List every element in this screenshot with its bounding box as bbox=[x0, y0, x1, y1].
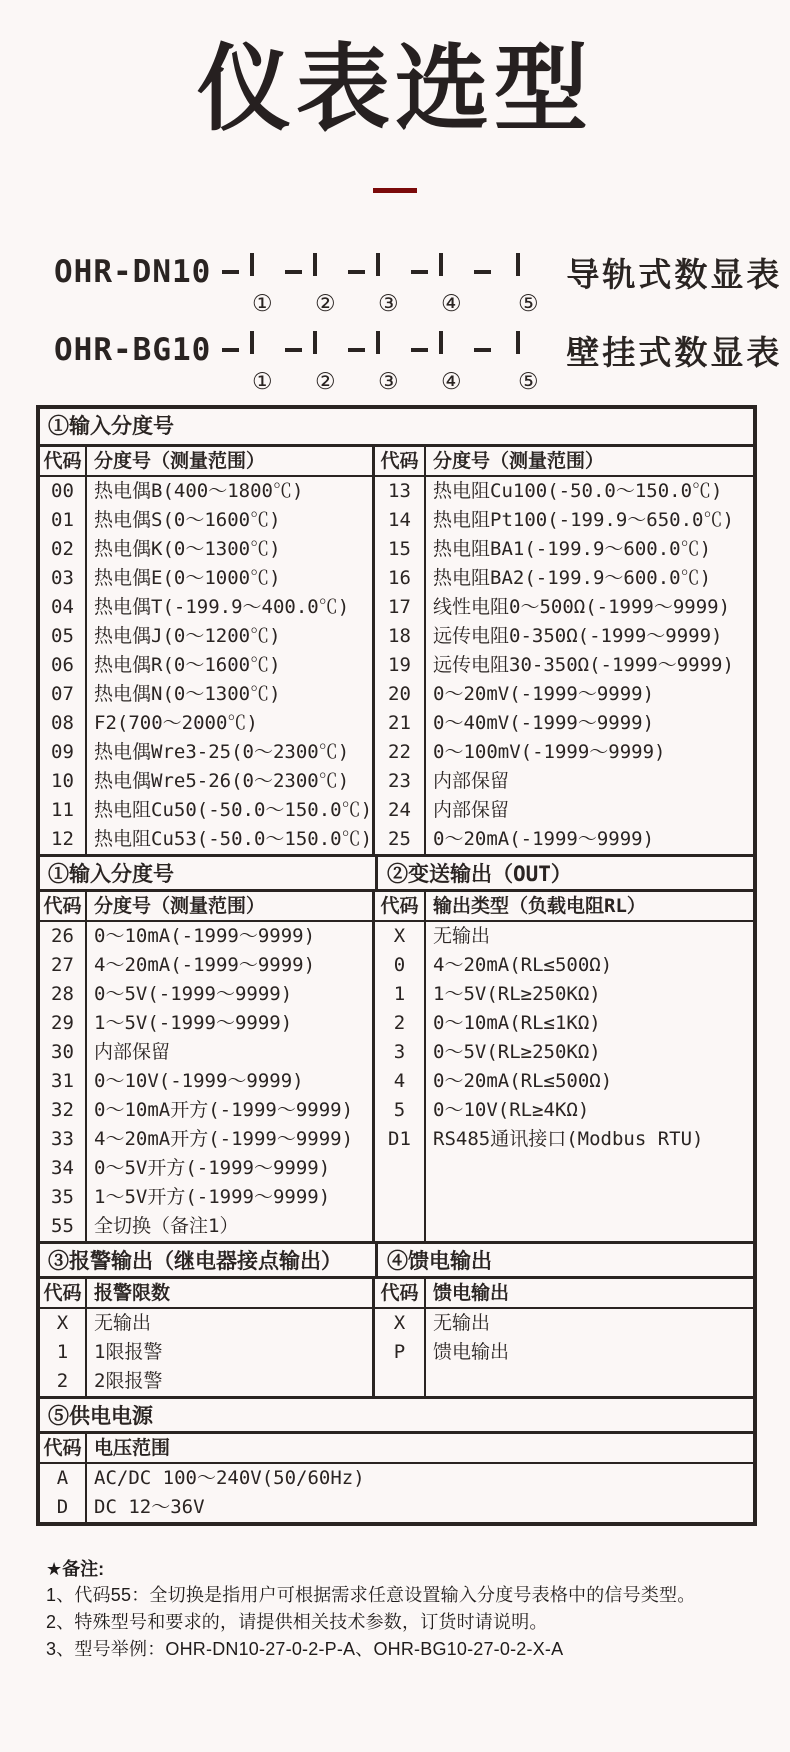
slot-position-number: ⑤ bbox=[518, 369, 539, 395]
desc-cell: 全切换（备注1） bbox=[87, 1212, 375, 1241]
code-cell: 13 bbox=[375, 477, 426, 506]
dash-separator bbox=[348, 348, 365, 352]
desc-cell: 1～5V(-1999～9999) bbox=[87, 1009, 375, 1038]
desc-cell: 热电偶J(0～1200℃) bbox=[87, 622, 375, 651]
desc-cell: 0～40mV(-1999～9999) bbox=[433, 712, 655, 734]
desc-cell: 内部保留 bbox=[433, 770, 510, 792]
code-cell: 19 bbox=[375, 651, 426, 680]
desc-cell: 0～100mV(-1999～9999) bbox=[433, 741, 666, 763]
desc-cell bbox=[426, 1183, 753, 1212]
model-slots bbox=[250, 333, 540, 395]
code-cell: 1 bbox=[40, 1338, 87, 1367]
code-cell: 55 bbox=[40, 1212, 87, 1241]
table-row bbox=[40, 651, 753, 680]
desc-cell: 无输出 bbox=[87, 1309, 375, 1338]
table-row bbox=[40, 1067, 753, 1096]
slot-position-number: ③ bbox=[378, 369, 399, 395]
notes-title: ★备注: bbox=[46, 1559, 105, 1579]
code-cell: 24 bbox=[375, 796, 426, 825]
code-cell: 21 bbox=[375, 709, 426, 738]
code-cell: 25 bbox=[375, 825, 426, 854]
code-cell: 02 bbox=[40, 535, 87, 564]
code-cell: 28 bbox=[40, 980, 87, 1009]
code-cell: 06 bbox=[40, 651, 87, 680]
desc-cell: 0～5V开方(-1999～9999) bbox=[87, 1154, 375, 1183]
page-title: 仪表选型 bbox=[196, 36, 593, 141]
model-slot bbox=[516, 333, 540, 395]
desc-cell: F2(700～2000℃) bbox=[87, 709, 375, 738]
model-slot-box bbox=[439, 331, 443, 354]
code-cell: 27 bbox=[40, 951, 87, 980]
desc-cell: 热电偶Wre5-26(0～2300℃) bbox=[87, 767, 375, 796]
desc-cell: 0～10V(RL≥4KΩ) bbox=[433, 1099, 590, 1121]
desc-cell: RS485通讯接口(Modbus RTU) bbox=[433, 1128, 704, 1150]
desc-cell: 远传电阻0-350Ω(-1999～9999) bbox=[433, 625, 723, 647]
desc-cell: 4～20mA开方(-1999～9999) bbox=[87, 1125, 375, 1154]
table-row bbox=[40, 767, 753, 796]
desc-cell: 0～20mA(-1999～9999) bbox=[433, 828, 655, 850]
title-accent-dash bbox=[373, 188, 417, 193]
desc-cell: 热电阻Cu53(-50.0～150.0℃) bbox=[87, 825, 375, 854]
table-row bbox=[40, 1212, 753, 1241]
desc-cell: 2限报警 bbox=[87, 1367, 375, 1396]
model-type-label: 导轨式数显表 bbox=[566, 254, 783, 294]
desc-cell: 热电偶N(0～1300℃) bbox=[87, 680, 375, 709]
table-row bbox=[40, 1309, 753, 1338]
slot-position-number: ② bbox=[315, 369, 336, 395]
code-cell: D1 bbox=[375, 1125, 426, 1154]
column-header: 代码 bbox=[375, 447, 426, 475]
model-slot-box bbox=[313, 253, 317, 276]
code-cell: 10 bbox=[40, 767, 87, 796]
table-row bbox=[40, 535, 753, 564]
table-row bbox=[40, 1183, 753, 1212]
section-title: ⑤供电电源 bbox=[48, 1404, 153, 1428]
table-row bbox=[40, 709, 753, 738]
model-slot bbox=[439, 255, 463, 317]
column-header: 代码 bbox=[40, 447, 87, 475]
code-cell: 22 bbox=[375, 738, 426, 767]
table-row bbox=[40, 980, 753, 1009]
table-row bbox=[40, 1367, 753, 1396]
code-cell: 5 bbox=[375, 1096, 426, 1125]
code-cell: D bbox=[40, 1493, 87, 1522]
code-cell bbox=[375, 1183, 426, 1212]
desc-cell: 热电偶B(400～1800℃) bbox=[87, 477, 375, 506]
code-cell: X bbox=[40, 1309, 87, 1338]
desc-cell: 1限报警 bbox=[87, 1338, 375, 1367]
model-slot bbox=[313, 333, 337, 395]
dash-separator bbox=[222, 348, 239, 352]
table-row bbox=[40, 951, 753, 980]
desc-cell bbox=[426, 1367, 753, 1396]
model-slots bbox=[250, 255, 540, 317]
column-header-row bbox=[40, 892, 753, 922]
code-cell: 18 bbox=[375, 622, 426, 651]
section-title: ①输入分度号 bbox=[48, 414, 174, 438]
desc-cell: 0～20mV(-1999～9999) bbox=[433, 683, 655, 705]
column-header: 分度号（测量范围） bbox=[87, 447, 375, 475]
table-row bbox=[40, 564, 753, 593]
desc-cell: 0～10V(-1999～9999) bbox=[87, 1067, 375, 1096]
column-header: 代码 bbox=[40, 892, 87, 920]
model-slot-box bbox=[250, 253, 254, 276]
model-type-label: 壁挂式数显表 bbox=[566, 332, 783, 372]
dash-separator bbox=[474, 270, 491, 274]
column-header-row bbox=[40, 447, 753, 477]
code-cell: 08 bbox=[40, 709, 87, 738]
page bbox=[0, 36, 790, 1752]
section-title-bar bbox=[40, 1396, 753, 1434]
desc-cell: 4～20mA(-1999～9999) bbox=[87, 951, 375, 980]
model-slot-box bbox=[516, 253, 520, 276]
slot-position-number: ① bbox=[252, 369, 273, 395]
slot-position-number: ⑤ bbox=[518, 291, 539, 317]
code-cell: 01 bbox=[40, 506, 87, 535]
code-cell: 29 bbox=[40, 1009, 87, 1038]
dash-separator bbox=[348, 270, 365, 274]
dash-separator bbox=[222, 270, 239, 274]
code-cell: 32 bbox=[40, 1096, 87, 1125]
table-row bbox=[40, 622, 753, 651]
code-cell bbox=[375, 1367, 426, 1396]
table-row bbox=[40, 1493, 753, 1522]
model-slot bbox=[439, 333, 463, 395]
table-row bbox=[40, 1338, 753, 1367]
desc-cell: DC 12～36V bbox=[94, 1496, 205, 1518]
desc-cell: 0～20mA(RL≤500Ω) bbox=[433, 1070, 613, 1092]
code-cell: 07 bbox=[40, 680, 87, 709]
desc-cell: 热电偶R(0～1600℃) bbox=[87, 651, 375, 680]
column-header-row bbox=[40, 1434, 753, 1464]
model-slot-box bbox=[250, 331, 254, 354]
code-cell: 1 bbox=[375, 980, 426, 1009]
model-slot-box bbox=[376, 253, 380, 276]
slot-position-number: ④ bbox=[441, 369, 462, 395]
slot-position-number: ① bbox=[252, 291, 273, 317]
table-row bbox=[40, 1038, 753, 1067]
code-cell: 26 bbox=[40, 922, 87, 951]
code-cell: 04 bbox=[40, 593, 87, 622]
desc-cell: 热电偶T(-199.9～400.0℃) bbox=[87, 593, 375, 622]
section-title: ④馈电输出 bbox=[387, 1249, 492, 1273]
code-cell: 05 bbox=[40, 622, 87, 651]
desc-cell: 热电阻Cu50(-50.0～150.0℃) bbox=[87, 796, 375, 825]
model-slot bbox=[313, 255, 337, 317]
code-cell: 12 bbox=[40, 825, 87, 854]
column-header: 分度号（测量范围） bbox=[433, 450, 605, 472]
model-line-dn10 bbox=[54, 243, 790, 317]
table-row bbox=[40, 922, 753, 951]
column-header: 馈电输出 bbox=[433, 1282, 510, 1304]
code-cell: X bbox=[375, 1309, 426, 1338]
section-title-bar bbox=[40, 1241, 753, 1279]
model-prefix: OHR-BG10 bbox=[54, 332, 212, 368]
dash-separator bbox=[411, 270, 428, 274]
dash-separator bbox=[411, 348, 428, 352]
model-prefix: OHR-DN10 bbox=[54, 254, 212, 290]
column-header: 报警限数 bbox=[87, 1279, 375, 1307]
desc-cell: 0～5V(RL≥250KΩ) bbox=[433, 1041, 601, 1063]
code-cell: 23 bbox=[375, 767, 426, 796]
desc-cell: 热电偶Wre3-25(0～2300℃) bbox=[87, 738, 375, 767]
desc-cell: 0～10mA(-1999～9999) bbox=[87, 922, 375, 951]
note-item: 2、特殊型号和要求的，请提供相关技术参数，订货时请说明。 bbox=[46, 1612, 548, 1632]
desc-cell: 内部保留 bbox=[87, 1038, 375, 1067]
column-header-row bbox=[40, 1279, 753, 1309]
desc-cell: 1～5V(RL≥250KΩ) bbox=[433, 983, 601, 1005]
desc-cell: 热电阻BA1(-199.9～600.0℃) bbox=[433, 538, 712, 560]
note-item: 3、型号举例：OHR-DN10-27-0-2-P-A、OHR-BG10-27-0-2-X-A bbox=[46, 1639, 564, 1659]
model-slot bbox=[516, 255, 540, 317]
desc-cell bbox=[426, 1154, 753, 1183]
code-cell: 20 bbox=[375, 680, 426, 709]
model-slot-box bbox=[516, 331, 520, 354]
desc-cell: 0～5V(-1999～9999) bbox=[87, 980, 375, 1009]
desc-cell: 内部保留 bbox=[433, 799, 510, 821]
desc-cell: 热电阻Pt100(-199.9～650.0℃) bbox=[433, 509, 734, 531]
code-cell: 30 bbox=[40, 1038, 87, 1067]
code-cell: 2 bbox=[40, 1367, 87, 1396]
note-item: 1、代码55：全切换是指用户可根据需求任意设置输入分度号表格中的信号类型。 bbox=[46, 1585, 696, 1605]
model-line-bg10 bbox=[54, 321, 790, 395]
code-cell: 31 bbox=[40, 1067, 87, 1096]
section-title-bar bbox=[40, 854, 753, 892]
code-cell: A bbox=[40, 1464, 87, 1493]
column-header: 代码 bbox=[375, 1279, 426, 1307]
model-slot bbox=[250, 333, 274, 395]
code-cell bbox=[375, 1212, 426, 1241]
desc-cell: 热电偶E(0～1000℃) bbox=[87, 564, 375, 593]
code-cell: 03 bbox=[40, 564, 87, 593]
slot-position-number: ④ bbox=[441, 291, 462, 317]
code-cell: 15 bbox=[375, 535, 426, 564]
model-slot bbox=[376, 333, 400, 395]
column-header: 代码 bbox=[40, 1434, 87, 1462]
code-cell: 34 bbox=[40, 1154, 87, 1183]
table-row bbox=[40, 593, 753, 622]
desc-cell: 1～5V开方(-1999～9999) bbox=[87, 1183, 375, 1212]
code-cell bbox=[375, 1154, 426, 1183]
model-slot bbox=[250, 255, 274, 317]
code-cell: 17 bbox=[375, 593, 426, 622]
desc-cell: 无输出 bbox=[433, 1312, 491, 1334]
table-row bbox=[40, 506, 753, 535]
code-cell: 33 bbox=[40, 1125, 87, 1154]
section-title: ②变送输出（OUT） bbox=[387, 862, 572, 886]
dash-separator bbox=[285, 348, 302, 352]
table-row bbox=[40, 1009, 753, 1038]
table-row bbox=[40, 825, 753, 854]
model-slot-box bbox=[376, 331, 380, 354]
dash-separator bbox=[474, 348, 491, 352]
desc-cell: 4～20mA(RL≤500Ω) bbox=[433, 954, 613, 976]
table-row bbox=[40, 1096, 753, 1125]
table-row bbox=[40, 796, 753, 825]
column-header: 分度号（测量范围） bbox=[87, 892, 375, 920]
desc-cell: 热电偶S(0～1600℃) bbox=[87, 506, 375, 535]
model-slot-box bbox=[313, 331, 317, 354]
code-cell: 16 bbox=[375, 564, 426, 593]
table-row bbox=[40, 1464, 753, 1493]
section-title: ①输入分度号 bbox=[40, 857, 378, 889]
code-cell: 09 bbox=[40, 738, 87, 767]
column-header: 电压范围 bbox=[94, 1437, 171, 1459]
desc-cell: 线性电阻0～500Ω(-1999～9999) bbox=[433, 596, 731, 618]
code-cell: 00 bbox=[40, 477, 87, 506]
desc-cell: 0～10mA(RL≤1KΩ) bbox=[433, 1012, 601, 1034]
desc-cell: 0～10mA开方(-1999～9999) bbox=[87, 1096, 375, 1125]
section-title-bar bbox=[40, 409, 753, 447]
code-cell: 11 bbox=[40, 796, 87, 825]
code-cell: 14 bbox=[375, 506, 426, 535]
model-slot-box bbox=[439, 253, 443, 276]
table-row bbox=[40, 738, 753, 767]
slot-position-number: ② bbox=[315, 291, 336, 317]
model-code-diagrams bbox=[0, 243, 790, 395]
column-header: 代码 bbox=[375, 892, 426, 920]
code-cell: 3 bbox=[375, 1038, 426, 1067]
section-title: ③报警输出（继电器接点输出） bbox=[40, 1244, 378, 1276]
code-cell: 2 bbox=[375, 1009, 426, 1038]
column-header: 代码 bbox=[40, 1279, 87, 1307]
dash-separator bbox=[285, 270, 302, 274]
slot-position-number: ③ bbox=[378, 291, 399, 317]
table-row bbox=[40, 680, 753, 709]
desc-cell: 热电阻BA2(-199.9～600.0℃) bbox=[433, 567, 712, 589]
desc-cell: 馈电输出 bbox=[433, 1341, 510, 1363]
code-cell: 4 bbox=[375, 1067, 426, 1096]
desc-cell: 无输出 bbox=[433, 925, 491, 947]
desc-cell: AC/DC 100～240V(50/60Hz) bbox=[94, 1467, 365, 1489]
desc-cell bbox=[426, 1212, 753, 1241]
table-row bbox=[40, 477, 753, 506]
column-header: 输出类型（负载电阻RL） bbox=[433, 895, 646, 917]
desc-cell: 热电偶K(0～1300℃) bbox=[87, 535, 375, 564]
model-slot bbox=[376, 255, 400, 317]
desc-cell: 远传电阻30-350Ω(-1999～9999) bbox=[433, 654, 734, 676]
table-row bbox=[40, 1125, 753, 1154]
code-cell: P bbox=[375, 1338, 426, 1367]
selection-table bbox=[36, 405, 757, 1526]
code-cell: 35 bbox=[40, 1183, 87, 1212]
desc-cell: 热电阻Cu100(-50.0～150.0℃) bbox=[433, 480, 723, 502]
table-row bbox=[40, 1154, 753, 1183]
code-cell: X bbox=[375, 922, 426, 951]
notes-block bbox=[46, 1556, 790, 1663]
code-cell: 0 bbox=[375, 951, 426, 980]
